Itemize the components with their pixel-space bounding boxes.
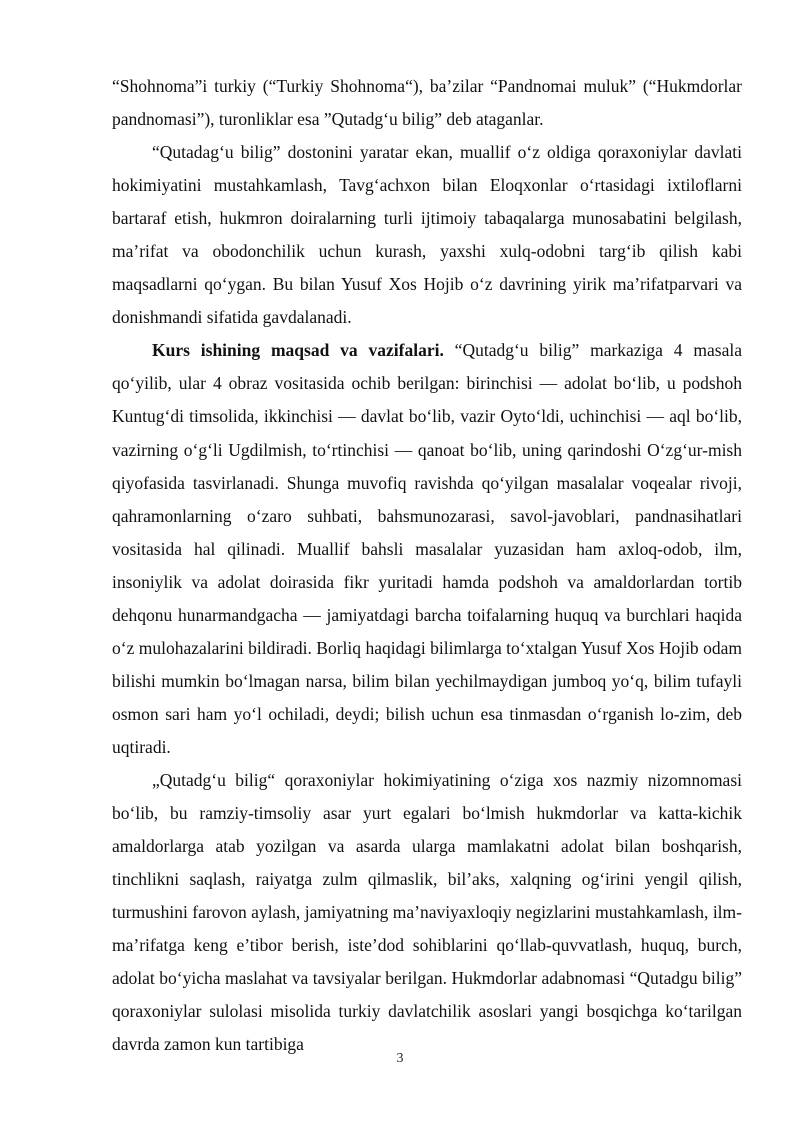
paragraph-3 bbox=[112, 334, 742, 764]
paragraph-1: “Shohnoma”i turkiy (“Turkiy Shohnoma“), ba’zilar “Pandnomai muluk” (“Hukmdorlar pandnomasi”), turonliklar esa ”Qutadg‘u bilig” deb ataganlar. bbox=[112, 76, 742, 130]
page-number: 3 bbox=[396, 1051, 404, 1066]
paragraph-3-text: “Qutadg‘u bilig” markaziga 4 masala qo‘yilib, ular 4 obraz vositasida ochib berilgan: birinchisi — adolat bo‘lib, u podshoh Kuntug‘di timsolida, ikkinchisi — davlat bo‘lib, vazir Oyto‘ldi, uchinchisi — aql bo‘lib, vazirning o‘g‘li Ugdilmish, to‘rtinchisi — qanoat bo‘lib, uning qarindoshi O‘zg‘ur-mish qiyofasida tasvirlanadi. Shunga muvofiq ravishda qo‘yilgan masalalar voqealar rivoji, qahramonlarning o‘zaro suhbati, bahsmunozarasi, savol-javoblari, pandnasihatlari vositasida hal qilinadi. Muallif bahsli masalalar yuzasidan ham axloq-odob, ilm, insoniylik va adolat doirasida fikr yuritadi hamda podshoh va amaldorlardan tortib dehqonu hunarmandgacha — jamiyatdagi barcha toifalarning huquq va burchlari haqida o‘z mulohazalarini bildiradi. Borliq haqidagi bilimlarga to‘xtalgan Yusuf Xos Hojib odam bilishi mumkin bo‘lmagan narsa, bilim bilan yechilmaydigan jumboq yo‘q, bilim tufayli osmon sari ham yo‘l ochiladi, deydi; bilish uchun esa tinmasdan o‘rganish lo-zim, deb uqtiradi. bbox=[112, 340, 742, 757]
section-heading: Kurs ishining maqsad va vazifalari. bbox=[152, 340, 444, 361]
paragraph-2: “Qutadag‘u bilig” dostonini yaratar ekan, muallif o‘z oldiga qoraxoniylar davlati hokimiyatini mustahkamlash, Tavg‘achxon bilan Eloqxonlar o‘rtasidagi ixtiloflarni bartaraf etish, hukmron doiralarning turli ijtimoiy tabaqalarga munosabatini belgilash, ma’rifat va obodonchilik uchun kurash, yaxshi xulq-odobni targ‘ib qilish kabi maqsadlarni qo‘ygan. Bu bilan Yusuf Xos Hojib o‘z davrining yirik ma’rifatparvari va donishmandi sifatida gavdalanadi. bbox=[112, 142, 742, 328]
document-page bbox=[112, 70, 742, 1061]
paragraph-4: „Qutadg‘u bilig“ qoraxoniylar hokimiyatining o‘ziga xos nazmiy nizomnomasi bo‘lib, bu ramziy-timsoliy asar yurt egalari bo‘lmish hukmdorlar va katta-kichik amaldorlarga atab yozilgan va asarda ularga mamlakatni adolat bilan boshqarish, tinchlikni saqlash, raiyatga zulm qilmaslik, bil’aks, xalqning og‘irini yengil qilish, turmushini farovon aylash, jamiyatning ma’naviyaxloqiy negizlarini mustahkamlash, ilm-ma’rifatga keng e’tibor berish, iste’dod sohiblarini qo‘llab-quvvatlash, huquq, burch, adolat bo‘yicha maslahat va tavsiyalar berilgan. Hukmdorlar adabnomasi “Qutadgu bilig” qoraxoniylar sulolasi misolida turkiy davlatchilik asoslari yangi bosqichga ko‘tarilgan davrda zamon kun tartibiga bbox=[112, 769, 742, 1055]
